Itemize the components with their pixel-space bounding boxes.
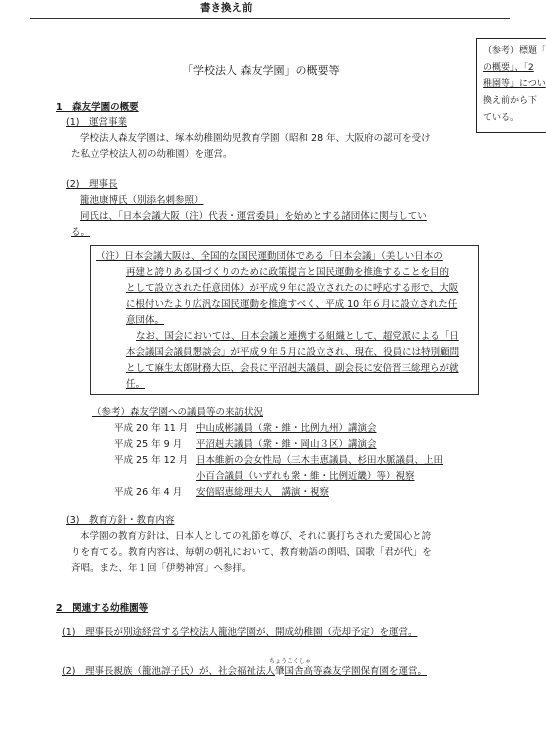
- visit-date: 平成 20 年 11 月: [114, 423, 189, 434]
- sub2-heading: (2) 理事長: [66, 179, 118, 190]
- side-note-line: ている。: [483, 112, 520, 123]
- section2-heading: 2 関連する幼稚園等: [56, 603, 149, 614]
- note-line: なお、国会においては、日本会議と連携する組織として、超党派による「日: [136, 331, 459, 342]
- note-line: 再建と誇りある国づくりのために政策提言と国民運動を推進することを目的: [126, 267, 450, 278]
- side-note-line: 稚園等」につい: [483, 79, 546, 90]
- note-line: 意団体。: [126, 315, 165, 326]
- note-line: として設立された任意団体）が平成９年に設立されたのに呼応する形で、大阪: [126, 283, 459, 294]
- note-line: 本会議国会議員懇談会」が平成９年５月に設立され、現在、役員には特別顧問: [126, 347, 460, 358]
- kanji-text: 肇: [274, 666, 285, 677]
- visit-text: 日本維新の会女性局（三木圭恵議員、杉田水脈議員、上田: [196, 455, 444, 466]
- sub1-line: 学校法人森友学園は、塚本幼稚園幼児教育学園（昭和 28 年、大阪府の認可を受け: [80, 133, 431, 144]
- sub2-line: 籠池康博氏（別添名刺参照）: [80, 195, 204, 206]
- side-note-line: （参考）標題「: [483, 46, 546, 56]
- sub1-heading: (1) 運営事業: [66, 117, 127, 128]
- note-line: として麻生太郎財務大臣、会長に平沼赳夫議員、副会長に安倍晋三総理らが就: [126, 363, 459, 374]
- section2-item2-text: (2) 理事長親族（籠池諄子氏）が、社会福祉法人: [62, 666, 275, 677]
- sub3-heading: (3) 教育方針・教育内容: [66, 515, 175, 526]
- sub2-line: 同氏は、「日本会議大阪（注）代表・運営委員」を始めとする諸団体に関与してい: [80, 211, 427, 222]
- sub3-line: 本学園の教育方針は、日本人としての礼節を尊び、それに裏打ちされた愛国心と誇: [80, 531, 432, 542]
- section2-item: [62, 658, 427, 678]
- section2-item: (1) 理事長が別途経営する学校法人籠池学園が、開成幼稚園（売却予定）を運営。: [62, 627, 418, 638]
- visit-text: 安倍昭恵総理夫人 講演・視察: [196, 487, 330, 498]
- ruby-text: ちょうこくしゃ: [268, 658, 311, 665]
- side-note-box: [476, 38, 546, 133]
- side-note-line: の概要」、「2: [483, 62, 534, 73]
- side-note-line: 換え前から下: [483, 95, 538, 106]
- visit-text: 中山成彬議員（衆・維・比例九州）講演会: [196, 423, 377, 434]
- sub3-line: りを育てる。教育内容は、毎朝の朝礼において、教育勅語の朗唱、国歌「君が代」を: [71, 547, 432, 558]
- note-line: に根付いたより広汎な国民運動を推進すべく、平成 10 年６月に設立された任: [126, 299, 458, 310]
- visit-date: 平成 25 年 9 月: [114, 439, 183, 450]
- visits-heading: （参考）森友学園への議員等の来訪状況: [92, 407, 264, 418]
- visit-date: 平成 25 年 12 月: [114, 455, 189, 466]
- sub3-line: 斉唱。また、年１回「伊勢神宮」へ参拝。: [71, 563, 252, 574]
- visit-text: 平沼赳夫議員（衆・維・岡山３区）講演会: [196, 439, 377, 450]
- section2-item2-text: 国舎高等森友学園保育園を運営。: [284, 666, 427, 677]
- sub1-line: た私立学校法人初の幼稚園）を運営。: [71, 149, 233, 160]
- header-title: 書き換え前: [200, 2, 253, 14]
- section1-heading: 1 森友学園の概要: [56, 102, 139, 113]
- note-line: （注）日本会議大阪は、全国的な国民運動団体である「日本会議」（美しい日本の: [96, 251, 443, 262]
- header-band: [30, 0, 510, 19]
- visit-date: 平成 26 年 4 月: [114, 487, 183, 498]
- sub2-line: る。: [71, 227, 91, 238]
- ruby-kanji: [268, 658, 311, 678]
- note-line: 任。: [126, 379, 146, 390]
- document-title: 「学校法人 森友学園」の概要等: [182, 64, 340, 77]
- visit-text: 小百合議員（いずれも衆・維・比例近畿）等）視察: [196, 471, 415, 482]
